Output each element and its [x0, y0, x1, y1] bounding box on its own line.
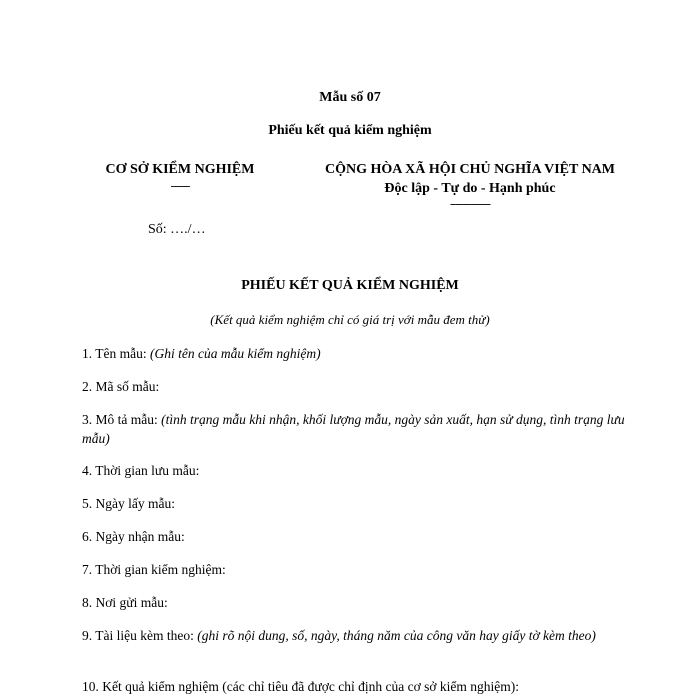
field-label: 8. Nơi gửi mẫu:: [82, 595, 168, 610]
field-label: 7. Thời gian kiểm nghiệm:: [82, 562, 226, 577]
national-title: CỘNG HÒA XÃ HỘI CHỦ NGHĨA VIỆT NAM: [324, 162, 615, 177]
document-number: Số: …./…: [148, 222, 206, 237]
field-note: (tình trạng mẫu khi nhận, khối lượng mẫu, ngày sản xuất, hạn sử dụng, tình trạng lưu mẫu): [82, 412, 625, 446]
field-sender: [82, 593, 642, 612]
field-label: 6. Ngày nhận mẫu:: [82, 529, 185, 544]
field-label: 1. Tên mẫu:: [82, 346, 150, 361]
field-label: 9. Tài liệu kèm theo:: [82, 628, 198, 643]
field-note: (Ghi tên của mẫu kiểm nghiệm): [150, 346, 321, 361]
field-receipt-date: [82, 527, 642, 546]
subtitle-note: (Kết quả kiểm nghiệm chỉ có giá trị với mẫu đem thử): [210, 312, 490, 327]
form-number: Mẫu số 07: [319, 90, 381, 105]
lab-name-underline: -------: [170, 180, 190, 192]
field-testing-time: [82, 560, 642, 579]
field-sample-description: [82, 410, 642, 448]
field-label: 4. Thời gian lưu mẫu:: [82, 463, 200, 478]
field-sampling-date: [82, 494, 642, 513]
main-title: PHIẾU KẾT QUẢ KIỂM NGHIỆM: [241, 278, 459, 293]
national-motto-underline: ---------------: [450, 198, 490, 210]
field-storage-time: [82, 461, 642, 480]
field-sample-name: [82, 344, 642, 363]
field-note: (ghi rõ nội dung, số, ngày, tháng năm của công văn hay giấy tờ kèm theo): [197, 628, 596, 643]
field-label: 10. Kết quả kiểm nghiệm (các chỉ tiêu đã được chỉ định của cơ sở kiểm nghiệm):: [82, 679, 519, 694]
lab-name-heading: CƠ SỞ KIỂM NGHIỆM: [105, 162, 255, 177]
field-label: 3. Mô tả mẫu:: [82, 412, 162, 427]
field-sample-code: [82, 377, 642, 396]
field-attachments: [82, 626, 642, 645]
field-test-results: [82, 677, 662, 696]
form-name: Phiếu kết quả kiểm nghiệm: [268, 123, 432, 138]
field-label: 2. Mã số mẫu:: [82, 379, 160, 394]
national-motto: Độc lập - Tự do - Hạnh phúc: [384, 181, 556, 196]
field-label: 5. Ngày lấy mẫu:: [82, 496, 175, 511]
